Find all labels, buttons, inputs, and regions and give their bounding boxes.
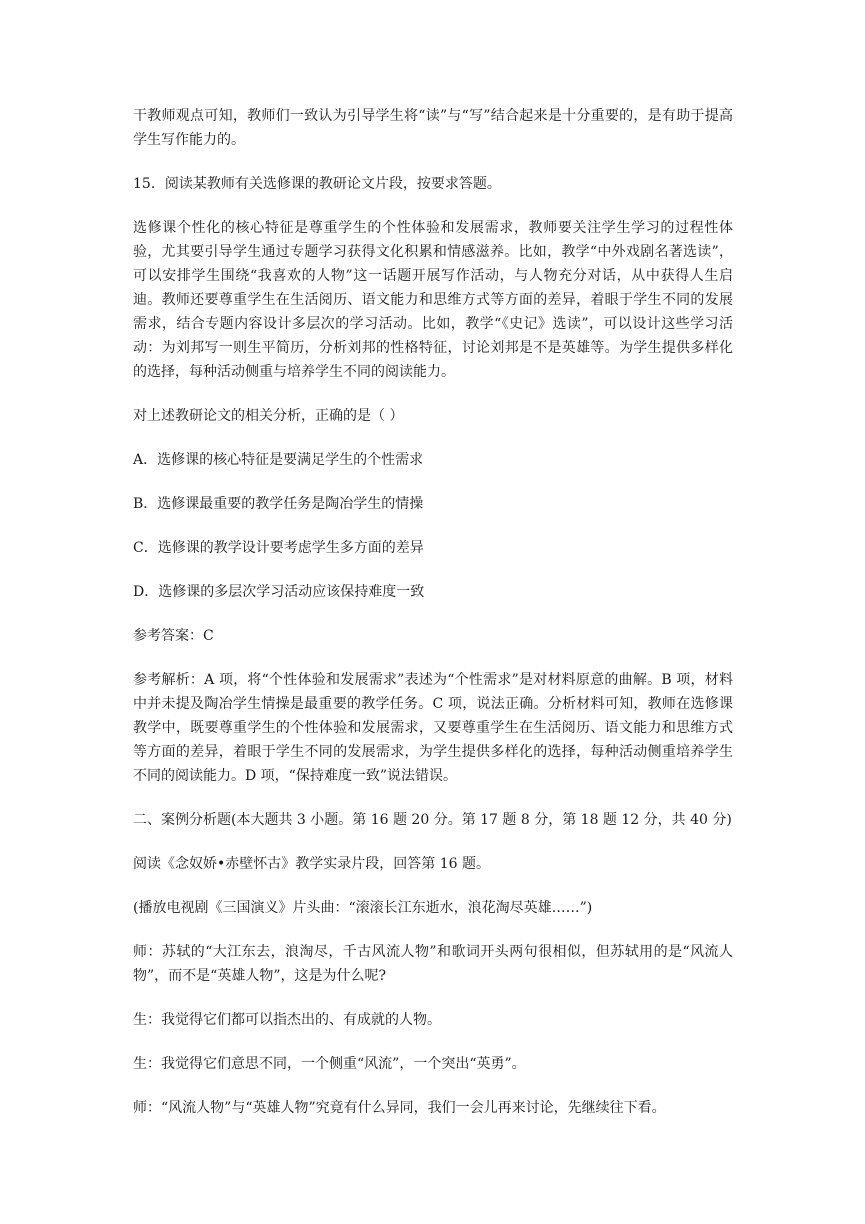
reference-analysis: 参考解析：A 项，将“个性体验和发展需求”表述为“个性需求”是对材料原意的曲解。B 项，材料中并未提及陶冶学生情操是最重要的教学任务。C 项，说法正确。分析材料可知，教师在选修课教学中，既要尊重学生的个性体验和发展需求，又要尊重学生在生活阅历、语文能力和思维方式等方面的差异，着眼于学生不同的发展需求，为学生提供多样化的选择，每种活动侧重培养学生不同的阅读能力。D 项，“保持难度一致”说法错误。: [133, 672, 733, 784]
document-body: [133, 104, 733, 1140]
section-2-heading: 二、案例分析题(本大题共 3 小题。第 16 题 20 分。第 17 题 8 分，第 18 题 12 分，共 40 分): [133, 812, 732, 828]
paragraph-continuation: 干教师观点可知，教师们一致认为引导学生将“读”与“写”结合起来是十分重要的，是有助于提高学生写作能力的。: [133, 108, 733, 148]
dialogue-line: 师：“风流人物”与“英雄人物”究竟有什么异同，我们一会儿再来讨论，先继续往下看。: [133, 1100, 666, 1116]
dialogue-line: 师：苏轼的“大江东去，浪淘尽，千古风流人物”和歌词开头两句很相似，但苏轼用的是“风流人物”，而不是“英雄人物”，这是为什么呢?: [133, 944, 733, 984]
reference-answer: 参考答案：C: [133, 628, 214, 644]
option-c: C．选修课的教学设计要考虑学生多方面的差异: [133, 540, 424, 556]
question-15-passage: 选修课个性化的核心特征是尊重学生的个性体验和发展需求，教师要关注学生学习的过程性体验，尤其要引导学生通过专题学习获得文化积累和情感滋养。比如，教学“中外戏剧名著选读”，可以安排学生围绕“我喜欢的人物”这一话题开展写作活动，与人物充分对话，从中获得人生启迪。教师还要尊重学生在生活阅历、语文能力和思维方式等方面的差异，着眼于学生不同的发展需求，结合专题内容设计多层次的学习活动。比如，教学“《史记》选读”，可以设计这些学习活动：为刘邦写一则生平简历，分析刘邦的性格特征，讨论刘邦是不是英雄等。为学生提供多样化的选择，每种活动侧重与培养学生不同的阅读能力。: [133, 220, 733, 380]
question-15-stem: 15．阅读某教师有关选修课的教研论文片段，按要求答题。: [133, 176, 501, 192]
question-16-intro: 阅读《念奴娇•赤壁怀古》教学实录片段，回答第 16 题。: [133, 856, 490, 872]
question-16-stage-direction: (播放电视剧《三国演义》片头曲：“滚滚长江东逝水，浪花淘尽英雄……”): [133, 900, 593, 916]
option-b: B．选修课最重要的教学任务是陶冶学生的情操: [133, 496, 424, 512]
option-d: D．选修课的多层次学习活动应该保持难度一致: [133, 584, 425, 600]
dialogue-line: 生：我觉得它们意思不同，一个侧重“风流”，一个突出“英勇”。: [133, 1056, 526, 1072]
question-15-prompt: 对上述教研论文的相关分析，正确的是（ ）: [133, 408, 404, 424]
dialogue-line: 生：我觉得它们都可以指杰出的、有成就的人物。: [133, 1012, 441, 1028]
option-a: A．选修课的核心特征是要满足学生的个性需求: [133, 452, 424, 468]
